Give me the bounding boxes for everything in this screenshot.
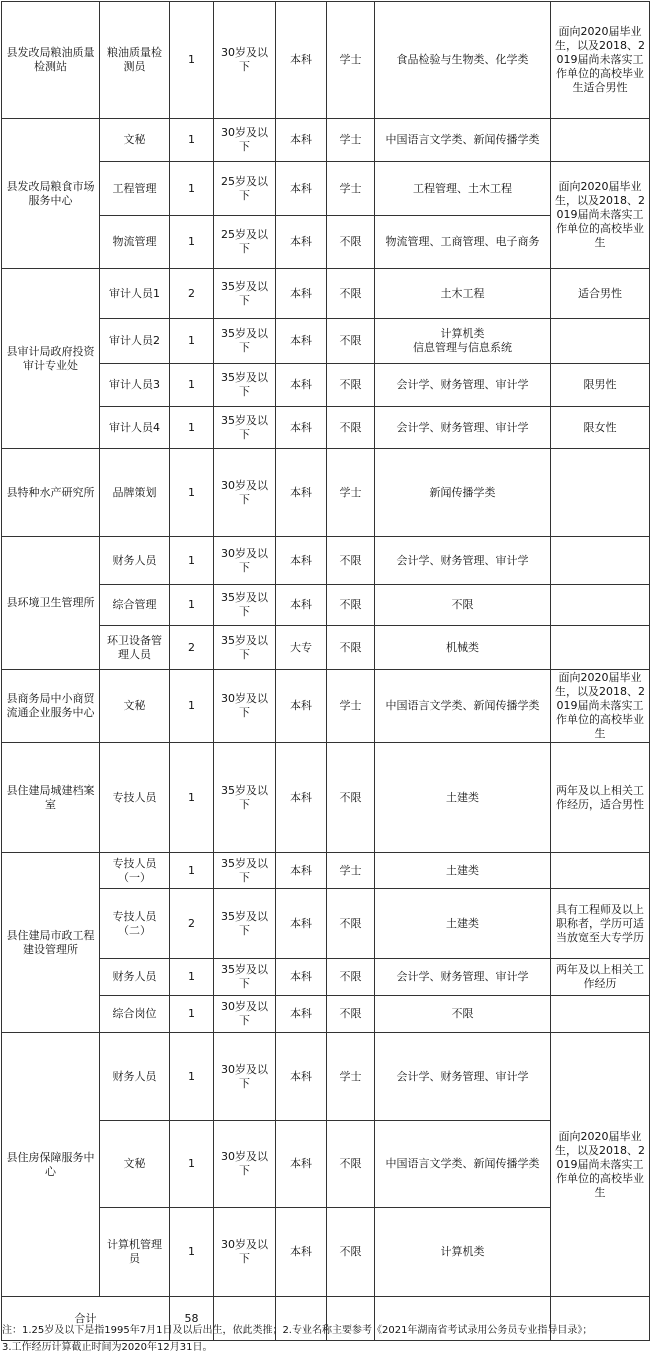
count-cell: 1 (170, 585, 214, 626)
major-cell: 中国语言文学类、新闻传播学类 (375, 119, 551, 162)
remark-cell (551, 119, 650, 162)
major-cell: 中国语言文学类、新闻传播学类 (375, 670, 551, 743)
education-cell: 大专 (276, 626, 327, 670)
count-cell: 1 (170, 2, 214, 119)
degree-cell: 学士 (327, 449, 375, 537)
major-cell: 会计学、财务管理、审计学 (375, 537, 551, 585)
age-cell: 35岁及以下 (214, 319, 276, 364)
age-cell: 35岁及以下 (214, 626, 276, 670)
education-cell: 本科 (276, 216, 327, 269)
unit-name-cell: 县环境卫生管理所 (2, 537, 100, 670)
table-row (2, 2, 650, 119)
degree-cell: 不限 (327, 319, 375, 364)
count-cell: 2 (170, 889, 214, 959)
position-cell: 综合管理 (100, 585, 170, 626)
unit-name-cell: 县审计局政府投资审计专业处 (2, 269, 100, 449)
degree-cell: 学士 (327, 2, 375, 119)
education-cell: 本科 (276, 585, 327, 626)
count-cell: 1 (170, 959, 214, 996)
degree-cell: 学士 (327, 670, 375, 743)
degree-cell: 不限 (327, 1208, 375, 1297)
degree-cell: 不限 (327, 269, 375, 319)
remark-cell: 面向2020届毕业生，以及2018、2019届尚未落实工作单位的高校毕业生 (551, 162, 650, 269)
age-cell: 30岁及以下 (214, 1208, 276, 1297)
remark-cell: 面向2020届毕业生，以及2018、2019届尚未落实工作单位的高校毕业生 (551, 1033, 650, 1297)
table-row (2, 407, 650, 449)
age-cell: 25岁及以下 (214, 162, 276, 216)
age-cell: 35岁及以下 (214, 959, 276, 996)
remark-cell: 限男性 (551, 364, 650, 407)
position-cell: 文秘 (100, 1121, 170, 1208)
age-cell: 30岁及以下 (214, 670, 276, 743)
count-cell: 1 (170, 216, 214, 269)
remark-cell (551, 626, 650, 670)
major-cell: 不限 (375, 996, 551, 1033)
table-row (2, 162, 650, 216)
major-cell: 新闻传播学类 (375, 449, 551, 537)
count-cell: 1 (170, 853, 214, 889)
degree-cell: 不限 (327, 996, 375, 1033)
unit-name-cell: 县商务局中小商贸流通企业服务中心 (2, 670, 100, 743)
total-count: 58 (170, 1297, 214, 1341)
major-cell: 会计学、财务管理、审计学 (375, 1033, 551, 1121)
age-cell: 30岁及以下 (214, 1033, 276, 1121)
degree-cell: 不限 (327, 889, 375, 959)
remark-cell (551, 853, 650, 889)
table-row (2, 743, 650, 853)
footnote: 注：1.25岁及以下是指1995年7月1日及以后出生，依此类推；2.专业名称主要参考《2021年湖南省考试录用公务员专业指导目录》； 3.工作经历计算截止时间为2020年12月31日。 (2, 1325, 593, 1353)
count-cell: 2 (170, 626, 214, 670)
major-cell: 不限 (375, 585, 551, 626)
education-cell: 本科 (276, 407, 327, 449)
table-row (2, 364, 650, 407)
remark-cell (551, 585, 650, 626)
position-cell: 物流管理 (100, 216, 170, 269)
age-cell: 35岁及以下 (214, 853, 276, 889)
table-row (2, 670, 650, 743)
remark-cell (551, 449, 650, 537)
table-row (2, 269, 650, 319)
major-cell: 会计学、财务管理、审计学 (375, 364, 551, 407)
position-cell: 环卫设备管理人员 (100, 626, 170, 670)
count-cell: 1 (170, 364, 214, 407)
position-cell: 专技人员 (100, 743, 170, 853)
major-cell: 计算机类 信息管理与信息系统 (375, 319, 551, 364)
recruitment-table (1, 1, 650, 1341)
education-cell: 本科 (276, 743, 327, 853)
total-label: 合计 (2, 1297, 170, 1341)
degree-cell: 不限 (327, 216, 375, 269)
count-cell: 1 (170, 407, 214, 449)
table-row (2, 449, 650, 537)
remark-cell: 两年及以上相关工作经历，适合男性 (551, 743, 650, 853)
position-cell: 粮油质量检测员 (100, 2, 170, 119)
age-cell: 30岁及以下 (214, 537, 276, 585)
table-row (2, 537, 650, 585)
table-row (2, 626, 650, 670)
age-cell: 35岁及以下 (214, 585, 276, 626)
position-cell: 工程管理 (100, 162, 170, 216)
age-cell: 30岁及以下 (214, 449, 276, 537)
age-cell: 35岁及以下 (214, 889, 276, 959)
degree-cell: 学士 (327, 119, 375, 162)
remark-cell: 面向2020届毕业生，以及2018、2019届尚未落实工作单位的高校毕业生适合男性 (551, 2, 650, 119)
degree-cell: 不限 (327, 364, 375, 407)
degree-cell: 不限 (327, 407, 375, 449)
age-cell: 35岁及以下 (214, 269, 276, 319)
major-cell: 中国语言文学类、新闻传播学类 (375, 1121, 551, 1208)
position-cell: 审计人员1 (100, 269, 170, 319)
position-cell: 文秘 (100, 670, 170, 743)
degree-cell: 不限 (327, 585, 375, 626)
count-cell: 1 (170, 537, 214, 585)
education-cell: 本科 (276, 853, 327, 889)
degree-cell: 不限 (327, 626, 375, 670)
major-cell: 土建类 (375, 889, 551, 959)
count-cell: 1 (170, 1033, 214, 1121)
position-cell: 综合岗位 (100, 996, 170, 1033)
age-cell: 30岁及以下 (214, 2, 276, 119)
age-cell: 30岁及以下 (214, 119, 276, 162)
education-cell: 本科 (276, 364, 327, 407)
degree-cell: 不限 (327, 537, 375, 585)
age-cell: 30岁及以下 (214, 996, 276, 1033)
table-row (2, 996, 650, 1033)
education-cell: 本科 (276, 959, 327, 996)
position-cell: 财务人员 (100, 959, 170, 996)
degree-cell: 不限 (327, 743, 375, 853)
education-cell: 本科 (276, 319, 327, 364)
major-cell: 会计学、财务管理、审计学 (375, 959, 551, 996)
table-row (2, 889, 650, 959)
education-cell: 本科 (276, 1121, 327, 1208)
unit-name-cell: 县特种水产研究所 (2, 449, 100, 537)
count-cell: 1 (170, 319, 214, 364)
major-cell: 物流管理、工商管理、电子商务 (375, 216, 551, 269)
education-cell: 本科 (276, 537, 327, 585)
education-cell: 本科 (276, 2, 327, 119)
age-cell: 35岁及以下 (214, 743, 276, 853)
table-row (2, 853, 650, 889)
position-cell: 审计人员3 (100, 364, 170, 407)
education-cell: 本科 (276, 996, 327, 1033)
remark-cell: 适合男性 (551, 269, 650, 319)
count-cell: 1 (170, 162, 214, 216)
position-cell: 财务人员 (100, 537, 170, 585)
degree-cell: 不限 (327, 959, 375, 996)
age-cell: 25岁及以下 (214, 216, 276, 269)
degree-cell: 学士 (327, 162, 375, 216)
degree-cell: 不限 (327, 1121, 375, 1208)
count-cell: 1 (170, 1208, 214, 1297)
position-cell: 专技人员（一） (100, 853, 170, 889)
education-cell: 本科 (276, 449, 327, 537)
education-cell: 本科 (276, 1033, 327, 1121)
education-cell: 本科 (276, 1208, 327, 1297)
major-cell: 会计学、财务管理、审计学 (375, 407, 551, 449)
position-cell: 审计人员2 (100, 319, 170, 364)
degree-cell: 学士 (327, 1033, 375, 1121)
position-cell: 计算机管理员 (100, 1208, 170, 1297)
major-cell: 食品检验与生物类、化学类 (375, 2, 551, 119)
major-cell: 土木工程 (375, 269, 551, 319)
position-cell: 财务人员 (100, 1033, 170, 1121)
education-cell: 本科 (276, 162, 327, 216)
unit-name-cell: 县住建局市政工程建设管理所 (2, 853, 100, 1033)
count-cell: 1 (170, 1121, 214, 1208)
age-cell: 30岁及以下 (214, 1121, 276, 1208)
remark-cell (551, 996, 650, 1033)
major-cell: 土建类 (375, 743, 551, 853)
table-row (2, 319, 650, 364)
unit-name-cell: 县发改局粮油质量检测站 (2, 2, 100, 119)
unit-name-cell: 县发改局粮食市场服务中心 (2, 119, 100, 269)
education-cell: 本科 (276, 670, 327, 743)
remark-cell: 面向2020届毕业生，以及2018、2019届尚未落实工作单位的高校毕业生 (551, 670, 650, 743)
age-cell: 35岁及以下 (214, 364, 276, 407)
count-cell: 1 (170, 119, 214, 162)
degree-cell: 学士 (327, 853, 375, 889)
position-cell: 审计人员4 (100, 407, 170, 449)
position-cell: 专技人员（二） (100, 889, 170, 959)
count-cell: 1 (170, 996, 214, 1033)
education-cell: 本科 (276, 269, 327, 319)
table-row (2, 119, 650, 162)
table-row (2, 1033, 650, 1121)
count-cell: 1 (170, 449, 214, 537)
count-cell: 1 (170, 670, 214, 743)
remark-cell (551, 319, 650, 364)
remark-cell: 两年及以上相关工作经历 (551, 959, 650, 996)
position-cell: 文秘 (100, 119, 170, 162)
unit-name-cell: 县住房保障服务中心 (2, 1033, 100, 1297)
major-cell: 计算机类 (375, 1208, 551, 1297)
table-row (2, 585, 650, 626)
table-row (2, 959, 650, 996)
education-cell: 本科 (276, 889, 327, 959)
remark-cell (551, 537, 650, 585)
major-cell: 土建类 (375, 853, 551, 889)
remark-cell: 限女性 (551, 407, 650, 449)
age-cell: 35岁及以下 (214, 407, 276, 449)
education-cell: 本科 (276, 119, 327, 162)
major-cell: 工程管理、土木工程 (375, 162, 551, 216)
count-cell: 2 (170, 269, 214, 319)
count-cell: 1 (170, 743, 214, 853)
unit-name-cell: 县住建局城建档案室 (2, 743, 100, 853)
remark-cell: 具有工程师及以上职称者，学历可适当放宽至大专学历 (551, 889, 650, 959)
position-cell: 品牌策划 (100, 449, 170, 537)
major-cell: 机械类 (375, 626, 551, 670)
